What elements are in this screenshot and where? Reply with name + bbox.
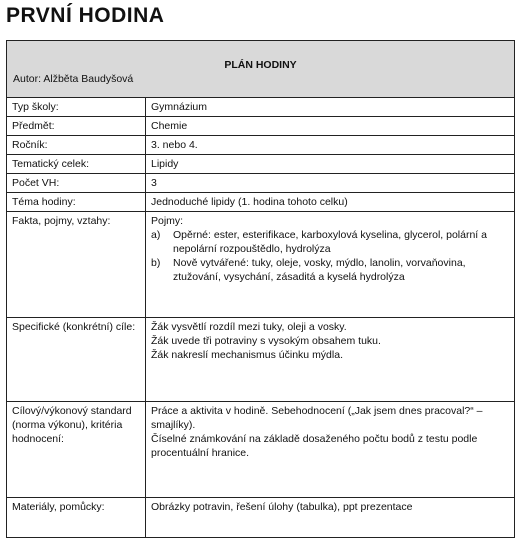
list-marker: a) bbox=[151, 229, 161, 241]
plan-header-title: PLÁN HODINY bbox=[224, 59, 297, 71]
row-typ-skoly bbox=[7, 98, 515, 117]
goal-line: Žák nakreslí mechanismus účinku mýdla. bbox=[151, 349, 343, 361]
plan-author: Autor: Alžběta Baudyšová bbox=[13, 73, 134, 85]
standard-line: Číselné známkování na základě dosaženého počtu bodů z testu podle procentuální hranice. bbox=[151, 433, 478, 459]
row-label: Fakta, pojmy, vztahy: bbox=[7, 212, 146, 318]
plan-header-row bbox=[7, 41, 515, 98]
row-materialy bbox=[7, 498, 515, 538]
row-value: Gymnázium bbox=[146, 98, 515, 117]
plan-header-cell bbox=[7, 41, 515, 98]
lesson-plan-table bbox=[6, 40, 515, 538]
row-value bbox=[146, 318, 515, 402]
row-label: Materiály, pomůcky: bbox=[7, 498, 146, 538]
list-item-text: Nově vytvářené: tuky, oleje, vosky, mýdlo, lanolin, vorvaňovina, ztužování, vysychání, zásaditá a kyselá hydrolýza bbox=[173, 257, 466, 283]
row-label: Předmět: bbox=[7, 117, 146, 136]
pojmy-intro: Pojmy: bbox=[151, 215, 184, 227]
page-title: PRVNÍ HODINA bbox=[6, 4, 165, 27]
row-tema-hodiny bbox=[7, 193, 515, 212]
row-value: Jednoduché lipidy (1. hodina tohoto celku) bbox=[146, 193, 515, 212]
row-value bbox=[146, 212, 515, 318]
goal-line: Žák uvede tři potraviny s vysokým obsahem tuku. bbox=[151, 335, 381, 347]
row-standard bbox=[7, 402, 515, 498]
row-value: Chemie bbox=[146, 117, 515, 136]
row-predmet bbox=[7, 117, 515, 136]
pojmy-list bbox=[151, 228, 509, 284]
row-value: 3 bbox=[146, 174, 515, 193]
row-label: Téma hodiny: bbox=[7, 193, 146, 212]
row-value: Obrázky potravin, řešení úlohy (tabulka), ppt prezentace bbox=[146, 498, 515, 538]
list-marker: b) bbox=[151, 257, 161, 269]
row-label: Typ školy: bbox=[7, 98, 146, 117]
row-tematicky-celek bbox=[7, 155, 515, 174]
list-item-text: Opěrné: ester, esterifikace, karboxylová kyselina, glycerol, polární a nepolární rozpouštědlo, hydrolýza bbox=[173, 229, 487, 255]
row-fakta bbox=[7, 212, 515, 318]
row-pocet-vh bbox=[7, 174, 515, 193]
row-value: Lipidy bbox=[146, 155, 515, 174]
row-label: Ročník: bbox=[7, 136, 146, 155]
goal-line: Žák vysvětlí rozdíl mezi tuky, oleji a vosky. bbox=[151, 321, 347, 333]
row-label: Počet VH: bbox=[7, 174, 146, 193]
list-item bbox=[151, 256, 509, 284]
row-cile bbox=[7, 318, 515, 402]
standard-line: Práce a aktivita v hodině. Sebehodnocení („Jak jsem dnes pracoval?“ – smajlíky). bbox=[151, 405, 483, 431]
row-value bbox=[146, 402, 515, 498]
row-rocnik bbox=[7, 136, 515, 155]
row-label: Cílový/výkonový standard (norma výkonu), kritéria hodnocení: bbox=[7, 402, 146, 498]
row-label: Specifické (konkrétní) cíle: bbox=[7, 318, 146, 402]
list-item bbox=[151, 228, 509, 256]
row-label: Tematický celek: bbox=[7, 155, 146, 174]
row-value: 3. nebo 4. bbox=[146, 136, 515, 155]
